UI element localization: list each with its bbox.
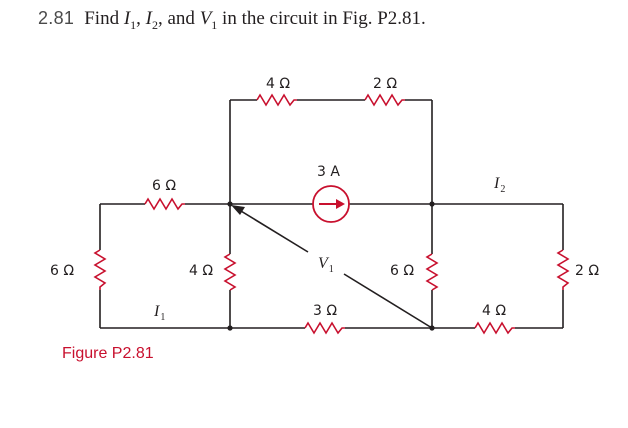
resistor-left-vertical bbox=[95, 250, 105, 290]
label-resistor-bottom-middle: 3 Ω bbox=[313, 303, 338, 319]
resistor-mid-left bbox=[145, 199, 185, 209]
separator: , bbox=[136, 8, 141, 29]
resistor-top-left bbox=[257, 95, 297, 105]
var-i1: $I_1$ bbox=[123, 8, 137, 32]
node-dot bbox=[429, 201, 434, 206]
resistor-right-vertical bbox=[558, 250, 568, 290]
v1-arrowhead bbox=[231, 205, 245, 215]
resistor-bottom-right bbox=[475, 323, 515, 333]
v1-diagonal-upper bbox=[236, 208, 308, 252]
label-resistor-right-vertical: 2 Ω bbox=[575, 263, 600, 279]
label-resistor-mid-left: 6 Ω bbox=[152, 178, 177, 194]
statement-suffix: in the circuit in Fig. P2.81. bbox=[222, 8, 426, 29]
statement-prefix: Find bbox=[84, 8, 120, 29]
label-current-source: 3 A bbox=[317, 164, 340, 180]
label-resistor-left-vertical: 6 Ω bbox=[50, 263, 75, 279]
resistor-center-left-vertical bbox=[225, 254, 235, 290]
resistor-top-right bbox=[365, 95, 405, 105]
node-dot bbox=[227, 325, 232, 330]
v1-diagonal-lower bbox=[344, 274, 432, 328]
resistor-bottom-middle bbox=[305, 323, 345, 333]
label-resistor-center-right-vertical: 6 Ω bbox=[390, 263, 415, 279]
label-resistor-center-left-vertical: 4 Ω bbox=[189, 263, 214, 279]
node-dot bbox=[227, 201, 232, 206]
var-v1: $V_1$ bbox=[199, 8, 218, 32]
resistor-center-right-vertical bbox=[427, 254, 437, 290]
node-dot bbox=[429, 325, 434, 330]
label-resistor-bottom-right: 4 Ω bbox=[482, 303, 507, 319]
label-i1: $I_1$ bbox=[154, 303, 166, 323]
label-v1: $V_1$ bbox=[318, 255, 334, 275]
separator: , and bbox=[158, 8, 195, 29]
figure-caption: Figure P2.81 bbox=[62, 345, 154, 362]
label-i2: $I_2$ bbox=[494, 175, 506, 195]
problem-number: 2.81 bbox=[38, 8, 75, 28]
var-i2: $I_2$ bbox=[145, 8, 158, 32]
label-resistor-top-left: 4 Ω bbox=[266, 76, 291, 92]
label-resistor-top-right: 2 Ω bbox=[373, 76, 398, 92]
current-source bbox=[313, 186, 349, 222]
